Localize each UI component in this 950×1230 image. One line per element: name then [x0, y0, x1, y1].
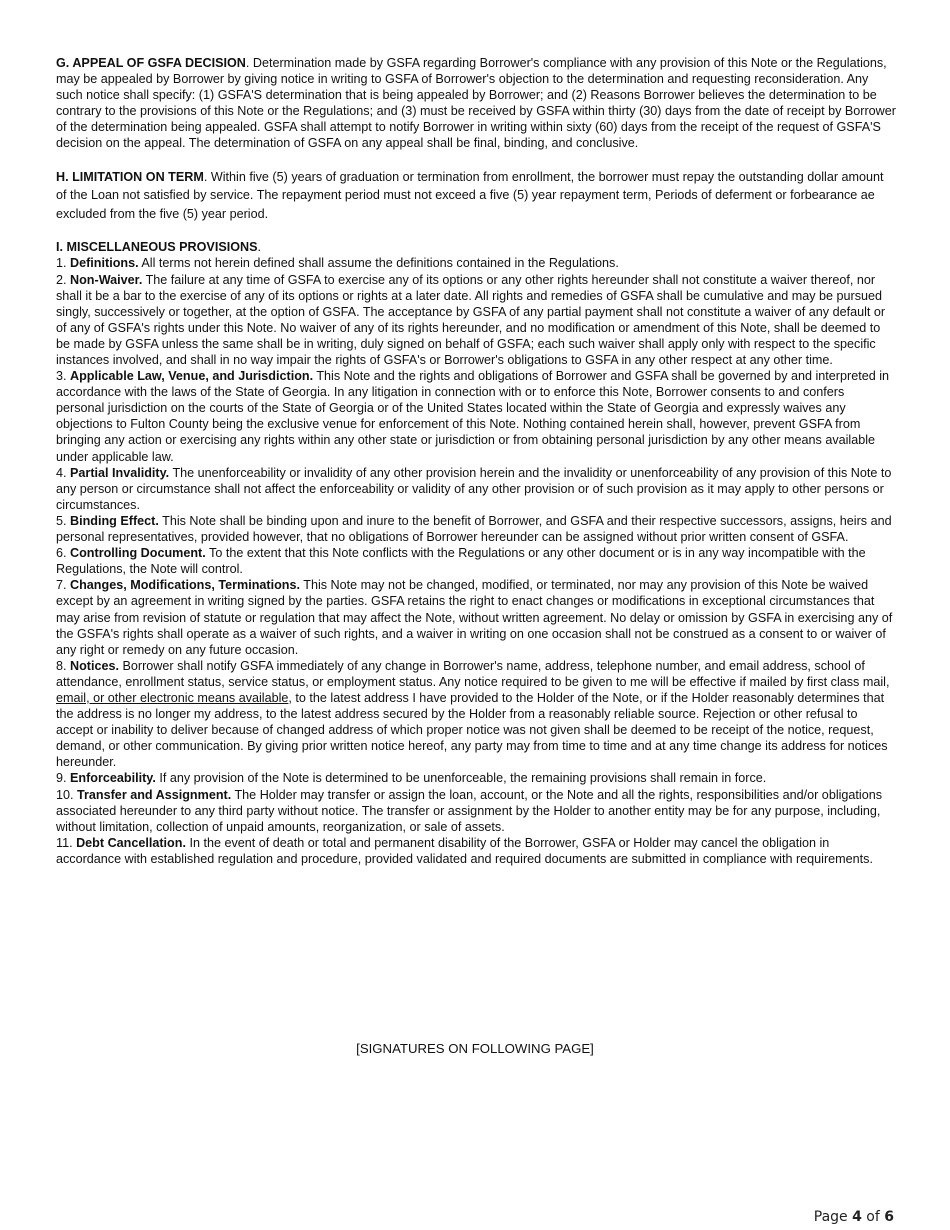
provision-body: All terms not herein defined shall assume the definitions contained in the Regulations. — [138, 256, 619, 271]
document-body — [56, 55, 896, 867]
provision-3 — [56, 368, 896, 465]
provision-underlined-text: email, or other electronic means available — [56, 690, 289, 705]
provision-body-after: , to the latest address I have provided to the Holder of the Note, or if the Holder reasonably determines that the address is no longer my address, to the latest address secured by the Holder from a reasonably reliable source. Rejection or other refusal to accept or inability to deliver because of changed address of which proper notice was not given shall be deemed to be receipt of the notice, request, demand, or other communication. By giving prior written notice hereof, any party may from time to time and at any time change its address for notices hereunder. — [56, 690, 888, 770]
provision-body: The Holder may transfer or assign the loan, account, or the Note and all the rights, responsibilities and/or obligations associated hereunder to any third party without notice. The transfer or assignment by the Holder to another entity may be for any purpose, including, without limitation, collection of unpaid amounts, reorganization, or sale of assets. — [56, 787, 883, 834]
provision-body-before: Borrower shall notify GSFA immediately of any change in Borrower's name, address, telephone number, and email address, school of attendance, enrollment status, service status, or employment status. Any notice required to be given to me will be effective if mailed by first class mail, — [56, 658, 890, 689]
section-g-heading: G. APPEAL OF GSFA DECISION — [56, 56, 246, 70]
provision-number: 7. — [56, 578, 71, 593]
provision-10 — [56, 787, 896, 835]
provision-number: 2. — [56, 272, 71, 287]
page-of: of — [861, 1209, 885, 1225]
provision-title: Applicable Law, Venue, and Jurisdiction. — [70, 369, 314, 384]
provision-title: Changes, Modifications, Terminations. — [70, 578, 300, 593]
provision-body: The unenforceability or invalidity of any other provision herein and the invalidity or unenforceability of any provision of this Note to any person or circumstance shall not affect the enforceability or validity of any other provision or of such provision as it may apply to other persons or circumstances. — [56, 465, 892, 512]
section-h-heading: H. LIMITATION ON TERM — [56, 169, 204, 184]
provision-9 — [56, 770, 896, 786]
provision-title: Enforceability. — [70, 771, 156, 786]
provision-1 — [56, 255, 896, 271]
page-number — [814, 1209, 894, 1225]
provision-body: The failure at any time of GSFA to exercise any of its options or any other rights hereunder shall not constitute a waiver thereof, nor shall it be a bar to the exercise of any of its options or rights at a later date. All rights and remedies of GSFA shall be cumulative and may be pursued singly, successively or together, at the option of GSFA. The acceptance by GSFA of any partial payment shall not constitute a waiver of any default or of any of GSFA's rights under this Note. No waiver of any of its rights hereunder, and no modification or amendment of this Note, shall be deemed to be made by GSFA unless the same shall be in writing, duly signed on behalf of GSFA; each such waiver shall apply only with respect to the specific instances involved, and shall in no way impair the rights of GSFA's or Borrower's obligations to GSFA in any other respect at any other time. — [56, 272, 886, 367]
provision-title: Debt Cancellation. — [76, 835, 186, 850]
section-h-body: . Within five (5) years of graduation or termination from enrollment, the borrower must repay the outstanding dollar amount of the Loan not satisfied by service. The repayment period must not exceed a five (5) year repayment term, Periods of deferment or forbearance ae excluded from the five (5) year period. — [56, 169, 884, 221]
provision-number: 9. — [56, 771, 71, 786]
provision-number: 8. — [56, 658, 71, 673]
section-g — [56, 55, 896, 152]
provision-title: Controlling Document. — [70, 546, 206, 561]
provision-8 — [56, 658, 896, 771]
provision-4 — [56, 465, 896, 513]
page-label: Page — [813, 1209, 853, 1225]
provision-body: To the extent that this Note conflicts with the Regulations or any other document or is in any way incompatible with the Regulations, the Note will control. — [56, 546, 866, 577]
section-i-heading: I. MISCELLANEOUS PROVISIONS — [56, 240, 258, 255]
provision-2 — [56, 272, 896, 369]
provision-number: 1. — [56, 256, 71, 271]
provision-body: If any provision of the Note is determined to be unenforceable, the remaining provisions shall remain in force. — [155, 771, 767, 786]
provision-title: Binding Effect. — [70, 513, 159, 528]
provision-title: Notices. — [70, 658, 120, 673]
page-total: 6 — [884, 1209, 894, 1225]
provision-title: Partial Invalidity. — [70, 465, 170, 480]
provision-number: 10. — [56, 787, 78, 802]
provision-number: 11. — [56, 835, 77, 850]
provision-body: This Note shall be binding upon and inure to the benefit of Borrower, and GSFA and their respective successors, assigns, heirs and personal representatives, provided however, that no obligations of Borrower hereunder can be assigned without prior written consent of GSFA. — [56, 513, 892, 545]
provision-body: In the event of death or total and permanent disability of the Borrower, GSFA or Holder may cancel the obligation in accordance with established regulation and procedure, provided validated and required documents are submitted in compliance with requirements. — [56, 835, 873, 866]
provision-title: Non-Waiver. — [70, 272, 143, 287]
section-i-heading-suffix: . — [257, 240, 262, 255]
signature-note: [SIGNATURES ON FOLLOWING PAGE] — [356, 1041, 594, 1056]
provision-number: 3. — [56, 369, 71, 384]
page-current: 4 — [852, 1209, 862, 1225]
section-g-body: . Determination made by GSFA regarding Borrower's compliance with any provision of this Note or the Regulations, may be appealed by Borrower by giving notice in writing to GSFA of Borrower's objection to the determination and requesting reconsideration. Any such notice shall specify: (1) GSFA'S determination that is being appealed by Borrower; and (2) Reasons Borrower believes the determination to be contrary to the provisions of this Note or the Regulations; and (3) must be received by GSFA within thirty (30) days from the date of receipt by Borrower of the determination being appealed. GSFA shall attempt to notify Borrower in writing within sixty (60) days from the receipt of the request of GSFA'S decision on the appeal. The determination of GSFA on any appeal shall be final, binding, and conclusive. — [56, 56, 896, 151]
provision-6 — [56, 545, 896, 577]
provision-11 — [56, 835, 896, 867]
section-h — [56, 168, 896, 224]
provision-title: Transfer and Assignment. — [77, 787, 232, 802]
provision-body: This Note may not be changed, modified, or terminated, nor may any provision of this Note be waived except by an agreement in writing signed by the parties. GSFA retains the right to enact changes or modifications in exceptional circumstances that may arise from revision of statute or regulation that may affect the Note, without written agreement. No delay or omission by GSFA in exercising any of the GSFA's rights shall operate as a waiver of such rights, and a waiver in writing on one occasion shall not be construed as a consent to or waiver of any right or remedy on any future occasion. — [56, 578, 893, 657]
provision-number: 6. — [56, 546, 71, 561]
provision-7 — [56, 577, 896, 657]
provision-number: 4. — [56, 465, 71, 480]
provision-5 — [56, 513, 896, 545]
provision-title: Definitions. — [70, 256, 139, 271]
provision-body: This Note and the rights and obligations of Borrower and GSFA shall be governed by and interpreted in accordance with the laws of the State of Georgia. In any litigation in connection with or to enforce this Note, Borrower consents to and confers personal jurisdiction on the courts of the State of Georgia or of the United States located within the State of Georgia and expressly waives any objections to Fulton County being the exclusive venue for enforcement of this Note. Nothing contained herein shall, however, prevent GSFA from bringing any action or exercising any rights within any other state or jurisdiction or from obtaining personal jurisdiction by any other means available under applicable law. — [56, 369, 890, 464]
section-i-heading-line — [56, 239, 896, 255]
provision-number: 5. — [56, 513, 71, 528]
